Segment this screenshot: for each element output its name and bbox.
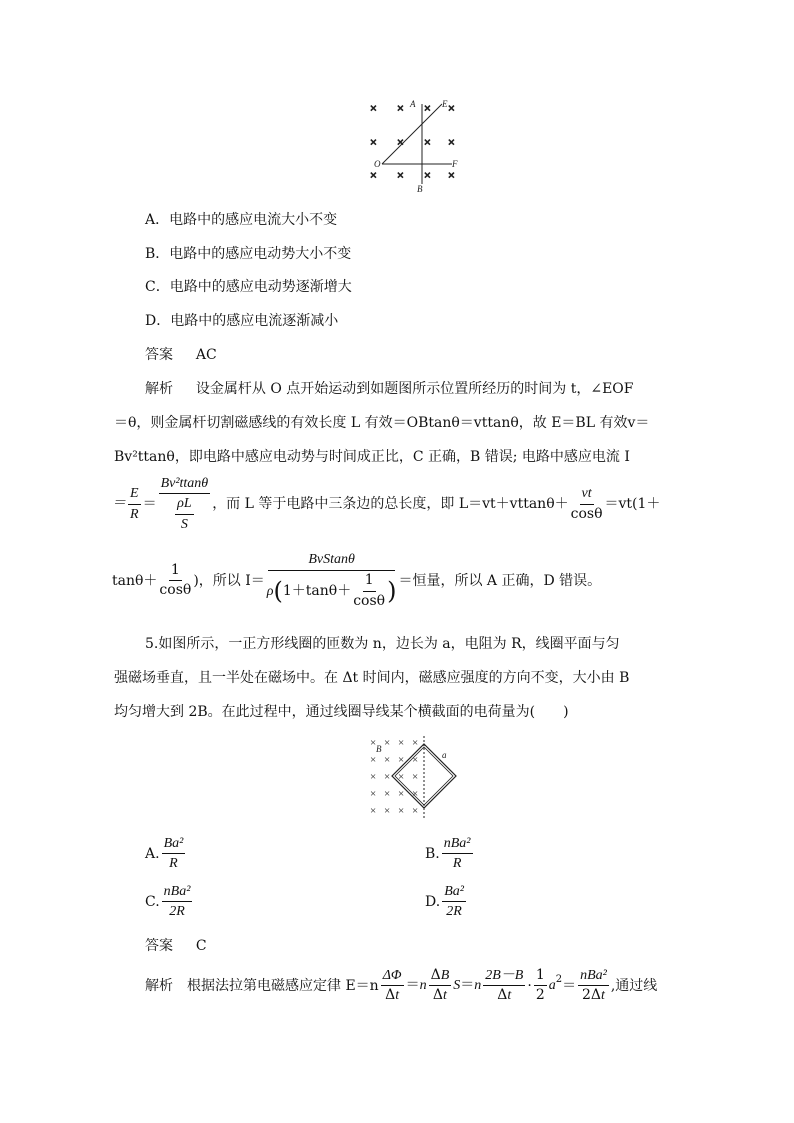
svg-text:×: × (370, 737, 377, 749)
fraction-e-over-r: $\frac{E}{R}$ (130, 486, 139, 522)
option-c: C．电路中的感应电动势逐渐增大 (145, 279, 352, 295)
analysis-text-4-end: ＝vt(1＋ (604, 496, 661, 513)
answer-label: 答案 (145, 347, 173, 363)
svg-text:×: × (398, 737, 405, 749)
label-e: E (442, 99, 448, 109)
svg-text:×: × (448, 168, 455, 182)
svg-text:×: × (370, 771, 377, 783)
analysis-line-3: Bv²ttanθ，即电路中感应电动势与时间成正比，C 正确，B 错误; 电路中感应电流 I (114, 449, 630, 465)
q5-option-c: C. $\frac{\text{nBa²}}{2R}$ (145, 884, 191, 920)
question5-line-3: 均匀增大到 2B。在此过程中，通过线圈导线某个横截面的电荷量为( ) (114, 704, 569, 720)
analysis-text-1: 设金属杆从 O 点开始运动到如题图所示位置所经历的时间为 t，∠EOF (195, 381, 634, 397)
q5-option-d: D. $\frac{\text{Ba²}}{2R}$ (425, 884, 464, 920)
svg-text:×: × (370, 805, 377, 817)
label-b: B (417, 184, 423, 194)
svg-text:×: × (397, 168, 404, 182)
svg-text:×: × (370, 168, 377, 182)
analysis-line-5: tanθ＋ $\frac{1}{\cos\theta}$ ) ，所以 I＝ BvStanθ ρ ( 1＋tanθ＋ $\frac{1}{\cos\theta}$ ) ＝恒量，所以 A 正确，D 错误。 (112, 552, 602, 609)
svg-text:×: × (412, 805, 419, 817)
answer-value: C (195, 938, 207, 954)
analysis-label: 解析 (145, 381, 173, 397)
analysis-q5-text: 根据法拉第电磁感应定律 E＝n (187, 977, 379, 994)
svg-text:×: × (424, 135, 431, 149)
analysis-text-5-mid: ，所以 I＝ (198, 572, 265, 589)
svg-text:×: × (397, 135, 404, 149)
svg-text:×: × (370, 101, 377, 115)
analysis-line-4: ＝ $\frac{E}{R}$ ＝ $\frac{\text{Bv²ttanθ}}{\frac{\rho L}{S}}$ ，而 L 等于电路中三条边的总长度，即 L＝vt＋vttanθ＋ $\frac{vt}{\cos\theta}$ ＝vt(1＋ (112, 476, 661, 532)
answer-value: AC (195, 347, 217, 363)
svg-text:×: × (398, 788, 405, 800)
label-a: A (410, 99, 416, 109)
option-b: B．电路中的感应电动势大小不变 (145, 246, 352, 262)
label-f: F (452, 159, 458, 169)
svg-text:×: × (412, 771, 419, 783)
svg-text:×: × (448, 135, 455, 149)
q5-option-b: B. $\frac{\text{nBa²}}{R}$ (425, 836, 471, 872)
analysis-line-2: ＝θ，则金属杆切割磁感线的有效长度 L 有效＝OBtanθ＝vttanθ，故 E＝BL 有效v＝ (114, 415, 650, 431)
svg-text:×: × (412, 754, 419, 766)
svg-text:×: × (384, 788, 391, 800)
question5-line-1: 5.如图所示，一正方形线圈的匝数为 n，边长为 a，电阻为 R，线圈平面与匀 (145, 636, 620, 652)
rail-oe (382, 104, 442, 164)
svg-text:×: × (384, 754, 391, 766)
analysis-line-1 (145, 382, 634, 396)
figure-rod-on-rails (360, 98, 470, 194)
svg-text:×: × (370, 754, 377, 766)
answer-label: 答案 (145, 938, 173, 954)
label-o: O (374, 159, 381, 169)
fraction-vt-over-cos: $\frac{vt}{\cos\theta}$ (570, 486, 603, 522)
svg-text:×: × (424, 101, 431, 115)
analysis-text-5-end: ＝恒量，所以 A 正确，D 错误。 (398, 572, 602, 589)
svg-text:×: × (398, 754, 405, 766)
label-b-field: B (376, 744, 382, 754)
analysis-label: 解析 (145, 977, 173, 994)
label-a-side: a (442, 750, 447, 760)
question5-line-2: 强磁场垂直，且一半处在磁场中。在 Δt 时间内，磁感应强度的方向不变，大小由 B (114, 670, 630, 686)
analysis-q5-line: 解析 根据法拉第电磁感应定律 E＝n $\frac{\Delta\Phi}{\Delta t}$ ＝n $\frac{\Delta B}{\Delta t}$ S ＝n $\frac{2B-B}{\Delta t}$ · $\frac{1}{2}$ a 2 ＝ $\frac{\text{nBa²}}{2\Delta t}$ ,通过线 (145, 967, 658, 1004)
magnetic-field-crosses (370, 101, 455, 182)
fraction-current-expression: $\frac{\text{Bv²ttanθ}}{\frac{\rho L}{S}}$ (160, 476, 209, 532)
analysis-text-4-mid: ，而 L 等于电路中三条边的总长度，即 L＝vt＋vttanθ＋ (212, 496, 569, 513)
svg-text:×: × (384, 737, 391, 749)
figure-square-coil (366, 734, 466, 820)
fraction-final-current: BvStanθ ρ ( 1＋tanθ＋ $\frac{1}{\cos\theta}$ ) (266, 552, 397, 609)
answer-line (145, 348, 217, 362)
svg-text:×: × (397, 101, 404, 115)
svg-text:×: × (398, 805, 405, 817)
option-a: A．电路中的感应电流大小不变 (145, 212, 338, 228)
fraction-one-over-cos: $\frac{1}{\cos\theta}$ (159, 561, 192, 599)
option-d: D．电路中的感应电流逐渐减小 (145, 313, 339, 329)
analysis-q5-tail: ,通过线 (610, 977, 658, 994)
svg-text:×: × (384, 805, 391, 817)
svg-text:×: × (384, 771, 391, 783)
svg-text:×: × (412, 788, 419, 800)
answer-line-q5 (145, 939, 207, 953)
svg-text:×: × (424, 168, 431, 182)
svg-text:×: × (448, 101, 455, 115)
svg-text:×: × (370, 135, 377, 149)
q5-option-a: A. $\frac{\text{Ba²}}{R}$ (145, 836, 184, 872)
svg-text:×: × (412, 737, 419, 749)
svg-text:×: × (370, 788, 377, 800)
svg-text:×: × (398, 771, 405, 783)
